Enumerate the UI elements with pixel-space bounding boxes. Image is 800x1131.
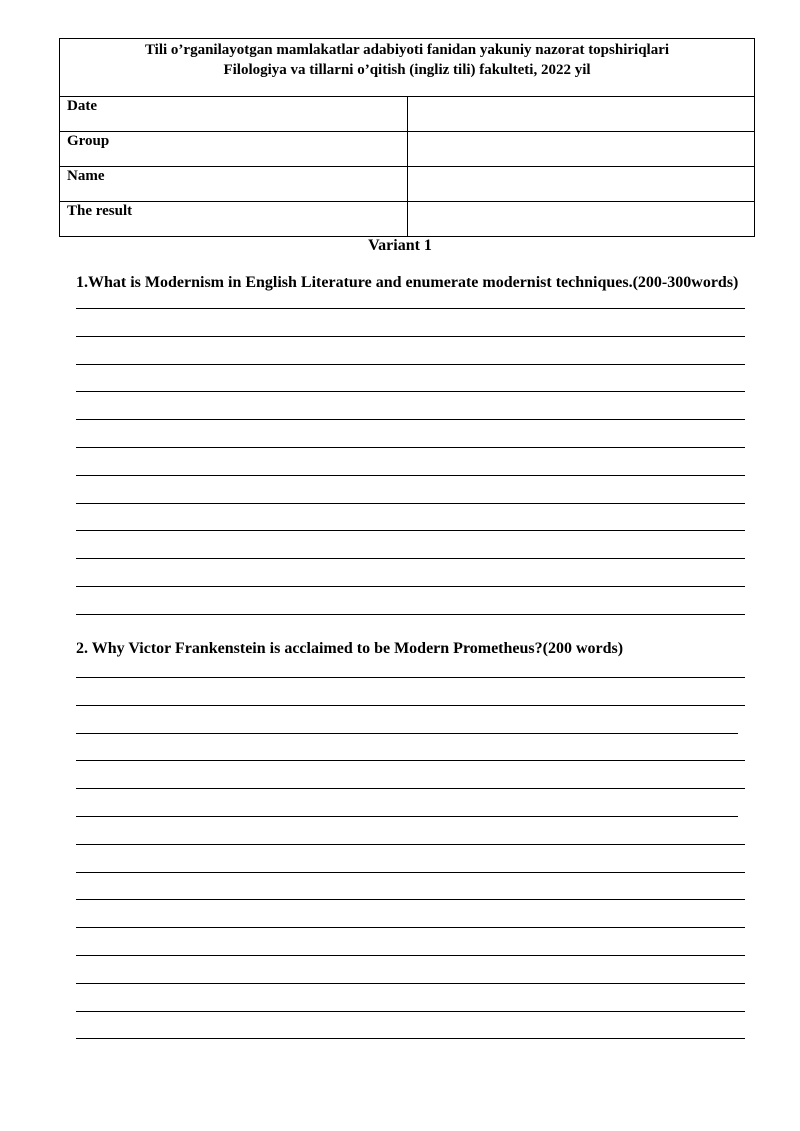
answer-line-q2[interactable] — [76, 733, 738, 734]
answer-line-q1[interactable] — [76, 419, 745, 420]
answer-line-q2[interactable] — [76, 983, 745, 984]
answer-line-q2[interactable] — [76, 760, 745, 761]
title-line-2: Filologiya va tillarni o’qitish (ingliz tili) fakulteti, 2022 yil — [223, 62, 591, 78]
answer-line-q2[interactable] — [76, 1011, 745, 1012]
answer-line-q2[interactable] — [76, 705, 745, 706]
field-row-date — [60, 97, 755, 132]
answer-line-q2[interactable] — [76, 872, 745, 873]
answer-line-q1[interactable] — [76, 336, 745, 337]
answer-line-q2[interactable] — [76, 844, 745, 845]
name-value[interactable] — [407, 167, 755, 202]
name-label: Name — [60, 167, 408, 202]
variant-heading: Variant 1 — [368, 237, 432, 254]
answer-line-q1[interactable] — [76, 391, 745, 392]
date-label: Date — [60, 97, 408, 132]
group-value[interactable] — [407, 132, 755, 167]
answer-line-q1[interactable] — [76, 586, 745, 587]
answer-line-q1[interactable] — [76, 558, 745, 559]
answer-line-q1[interactable] — [76, 503, 745, 504]
answer-line-q2[interactable] — [76, 816, 738, 817]
result-value[interactable] — [407, 202, 755, 237]
question-2: 2. Why Victor Frankenstein is acclaimed to be Modern Prometheus?(200 words) — [76, 640, 624, 657]
date-value[interactable] — [407, 97, 755, 132]
field-row-result — [60, 202, 755, 237]
answer-line-q1[interactable] — [76, 447, 745, 448]
group-label: Group — [60, 132, 408, 167]
question-1: 1.What is Modernism in English Literature and enumerate modernist techniques.(200-300words) — [76, 274, 739, 291]
answer-line-q1[interactable] — [76, 614, 745, 615]
answer-line-q2[interactable] — [76, 955, 745, 956]
title-cell — [60, 39, 755, 97]
field-row-group — [60, 132, 755, 167]
answer-line-q2[interactable] — [76, 677, 745, 678]
answer-line-q2[interactable] — [76, 927, 745, 928]
answer-line-q1[interactable] — [76, 364, 745, 365]
title-line-1: Tili o’rganilayotgan mamlakatlar adabiyoti fanidan yakuniy nazorat topshiriqlari — [144, 42, 670, 58]
answer-line-q1[interactable] — [76, 475, 745, 476]
answer-line-q1[interactable] — [76, 308, 745, 309]
answer-line-q1[interactable] — [76, 530, 745, 531]
answer-line-q2[interactable] — [76, 1038, 745, 1039]
field-row-name — [60, 167, 755, 202]
answer-line-q2[interactable] — [76, 788, 745, 789]
result-label: The result — [60, 202, 408, 237]
answer-line-q2[interactable] — [76, 899, 745, 900]
header-table — [59, 38, 755, 237]
